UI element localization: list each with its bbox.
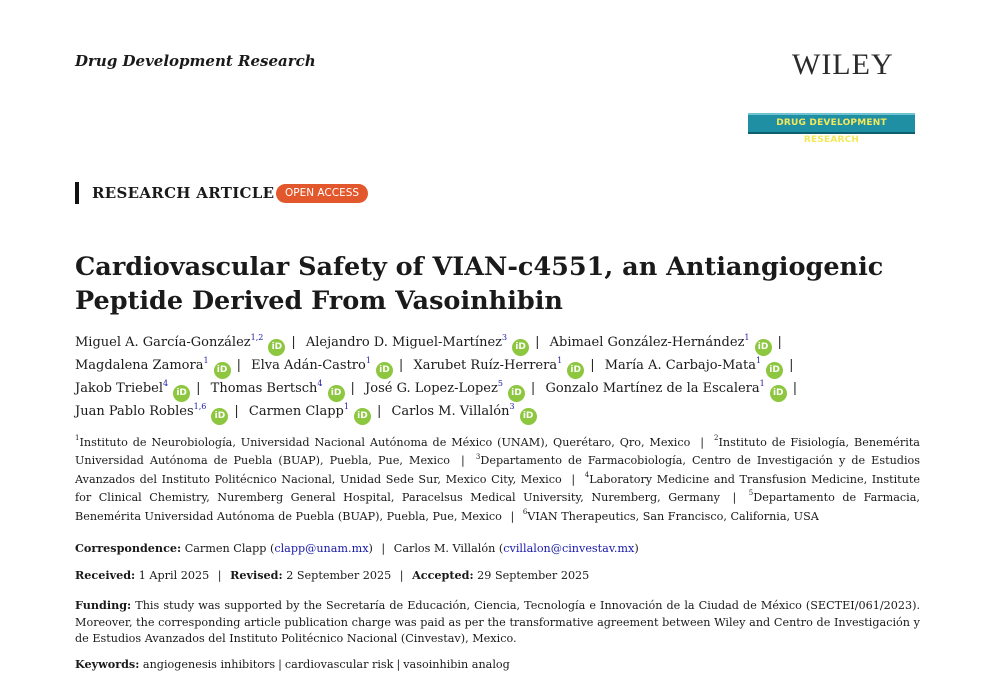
author: [604, 355, 800, 375]
accepted-label: Accepted:: [412, 568, 474, 582]
author: [248, 401, 387, 421]
orcid-icon[interactable]: iD: [173, 385, 190, 402]
author-affiliation-number: 4: [163, 378, 169, 388]
separator: |: [398, 358, 404, 373]
orcid-icon[interactable]: iD: [567, 362, 584, 379]
orcid-icon[interactable]: iD: [520, 408, 537, 425]
article-type-bar: [75, 182, 79, 204]
affiliation-number: 3: [475, 452, 481, 461]
separator: |: [234, 404, 239, 419]
orcid-icon[interactable]: iD: [766, 362, 783, 379]
keywords: [75, 657, 920, 672]
separator: |: [792, 381, 798, 396]
author-affiliation-number: 4: [317, 378, 323, 388]
author-name[interactable]: Elva Adán-Castro: [251, 358, 366, 373]
affiliation-number: 4: [584, 471, 590, 480]
orcid-icon[interactable]: iD: [512, 339, 529, 356]
separator: |: [278, 658, 282, 671]
separator: |: [399, 569, 404, 582]
article-type: RESEARCH ARTICLE: [92, 184, 275, 202]
author: [251, 355, 409, 375]
correspondence-label: Correspondence:: [75, 541, 182, 555]
orcid-icon[interactable]: iD: [268, 339, 285, 356]
affiliation-number: 1: [75, 434, 80, 443]
author-affiliation-number: 1: [557, 355, 563, 365]
author-affiliation-number: 3: [501, 332, 508, 342]
separator: |: [381, 542, 386, 555]
author-name[interactable]: Miguel A. García-González: [75, 335, 251, 350]
publisher-logo[interactable]: WILEY: [792, 48, 894, 81]
keyword[interactable]: angiogenesis inhibitors: [142, 658, 276, 671]
revised-label: Revised:: [230, 568, 283, 582]
received-label: Received:: [75, 568, 136, 582]
orcid-icon[interactable]: iD: [508, 385, 525, 402]
separator: |: [461, 454, 465, 468]
separator: |: [700, 436, 705, 449]
author-name[interactable]: Juan Pablo Robles: [75, 404, 194, 419]
author: [75, 401, 245, 421]
separator: |: [396, 658, 401, 671]
affiliations: [75, 434, 920, 526]
author: [75, 355, 247, 375]
separator: |: [530, 381, 536, 396]
author: [549, 332, 788, 352]
separator: |: [789, 358, 794, 373]
article-dates: [75, 568, 920, 583]
author-affiliation-number: 1: [755, 355, 762, 365]
author-name[interactable]: Xarubet Ruíz-Herrera: [413, 358, 558, 373]
orcid-icon[interactable]: iD: [328, 385, 345, 402]
separator: |: [510, 509, 515, 523]
separator: |: [291, 335, 296, 350]
correspondence-email[interactable]: clapp@unam.mx: [274, 542, 369, 555]
author-name[interactable]: Carlos M. Villalón: [391, 404, 510, 419]
author-affiliation-number: 1,6: [193, 401, 207, 411]
author-name[interactable]: María A. Carbajo-Mata: [604, 358, 756, 373]
separator: |: [590, 358, 595, 373]
author: [413, 355, 600, 375]
author-name[interactable]: Carmen Clapp: [248, 404, 344, 419]
journal-name: Drug Development Research: [75, 52, 316, 70]
affiliation-text: Departamento de Farmacia, Benemérita Universidad Autónoma de Puebla (BUAP), Puebla, Pue, Mexico: [75, 491, 920, 523]
article-title: Cardiovascular Safety of VIAN-c4551, an Antiangiogenic Peptide Derived From Vasoinhibin: [75, 252, 884, 316]
orcid-icon[interactable]: iD: [211, 408, 228, 425]
affiliation-text: Instituto de Fisiología, Benemérita Universidad Autónoma de Puebla (BUAP), Puebla, Pue, Mexico: [75, 436, 920, 468]
author-name[interactable]: Thomas Bertsch: [210, 381, 318, 396]
author-affiliation-number: 1: [744, 332, 750, 342]
separator: |: [777, 335, 782, 350]
orcid-icon[interactable]: iD: [376, 362, 393, 379]
author-list: [75, 333, 935, 425]
author: [545, 378, 803, 398]
separator: |: [376, 404, 382, 419]
affiliation-number: 5: [748, 489, 754, 498]
separator: |: [196, 381, 201, 396]
affiliation-text: Laboratory Medicine and Transfusion Medicine, Institute for Clinical Chemistry, Nuremberg General Hospital, Paracelsus Medical University, Nuremberg, Germany: [75, 472, 921, 505]
orcid-icon[interactable]: iD: [214, 362, 231, 379]
author: [75, 332, 302, 352]
author: [305, 332, 546, 352]
affiliation-number: 6: [522, 507, 528, 516]
funding-text: This study was supported by the Secretaría de Educación, Ciencia, Tecnología e Innovación de la Ciudad de México (SECTEI/061/2023). Moreover, the corresponding article publication charge was paid as per the transformative agreement between Wiley and Centro de Investigación y de Estudios Avanzados del Instituto Politécnico Nacional (Cinvestav), Mexico.: [75, 599, 920, 645]
open-access-badge[interactable]: OPEN ACCESS: [276, 184, 368, 203]
separator: |: [732, 491, 737, 505]
funding-label: Funding:: [75, 598, 132, 612]
revised-date: 2 September 2025: [286, 569, 392, 582]
affiliation-text: VIAN Therapeutics, San Francisco, California, USA: [527, 509, 819, 523]
author-name[interactable]: Jakob Triebel: [75, 381, 164, 396]
author: [391, 401, 536, 421]
orcid-icon[interactable]: iD: [755, 339, 772, 356]
author-affiliation-number: 1,2: [250, 332, 264, 342]
author: [210, 378, 361, 398]
separator: |: [236, 358, 241, 373]
author-affiliation-number: 5: [497, 378, 503, 388]
separator: |: [350, 381, 355, 396]
author: [365, 378, 541, 398]
orcid-icon[interactable]: iD: [354, 408, 371, 425]
affiliation-text: Instituto de Neurobiología, Universidad Nacional Autónoma de México (UNAM), Querétaro, Qro, Mexico: [79, 436, 691, 449]
correspondence-email[interactable]: cvillalon@cinvestav.mx: [503, 542, 635, 555]
separator: |: [217, 569, 222, 582]
author-affiliation-number: 1: [759, 378, 765, 388]
author-name[interactable]: José G. Lopez-Lopez: [365, 381, 498, 396]
separator: |: [571, 472, 576, 486]
keyword[interactable]: cardiovascular risk: [284, 658, 394, 671]
accepted-date: 29 September 2025: [477, 569, 590, 582]
author-affiliation-number: 1: [203, 355, 209, 365]
affiliation-number: 2: [713, 434, 719, 443]
keyword[interactable]: vasoinhibin analog: [403, 658, 510, 671]
author-name[interactable]: Magdalena Zamora: [75, 358, 204, 373]
received-date: 1 April 2025: [138, 569, 210, 582]
correspondence-name: Carlos M. Villalón: [393, 542, 496, 555]
keywords-label: Keywords:: [75, 657, 140, 671]
affiliation-text: Departamento de Farmacobiología, Centro de Investigación y de Estudios Avanzados del Instituto Politécnico Nacional, Unidad Sede Sur, Mexico City, Mexico: [75, 454, 920, 486]
orcid-icon[interactable]: iD: [770, 385, 787, 402]
author: [75, 378, 207, 398]
journal-logo[interactable]: DRUG DEVELOPMENT RESEARCH: [748, 113, 915, 134]
author-name[interactable]: Gonzalo Martínez de la Escalera: [545, 381, 760, 396]
author-name[interactable]: Abimael González-Hernández: [549, 335, 745, 350]
correspondence: Correspondence: Carmen Clapp (clapp@unam.mx) | Carlos M. Villalón (cvillalon@cinvestav.mx): [75, 541, 639, 555]
separator: |: [535, 335, 540, 350]
funding: [75, 597, 920, 648]
author-affiliation-number: 1: [365, 355, 371, 365]
author-name[interactable]: Alejandro D. Miguel-Martínez: [305, 335, 502, 350]
author-affiliation-number: 3: [509, 401, 515, 411]
author-affiliation-number: 1: [343, 401, 349, 411]
correspondence-name: Carmen Clapp: [184, 542, 267, 555]
